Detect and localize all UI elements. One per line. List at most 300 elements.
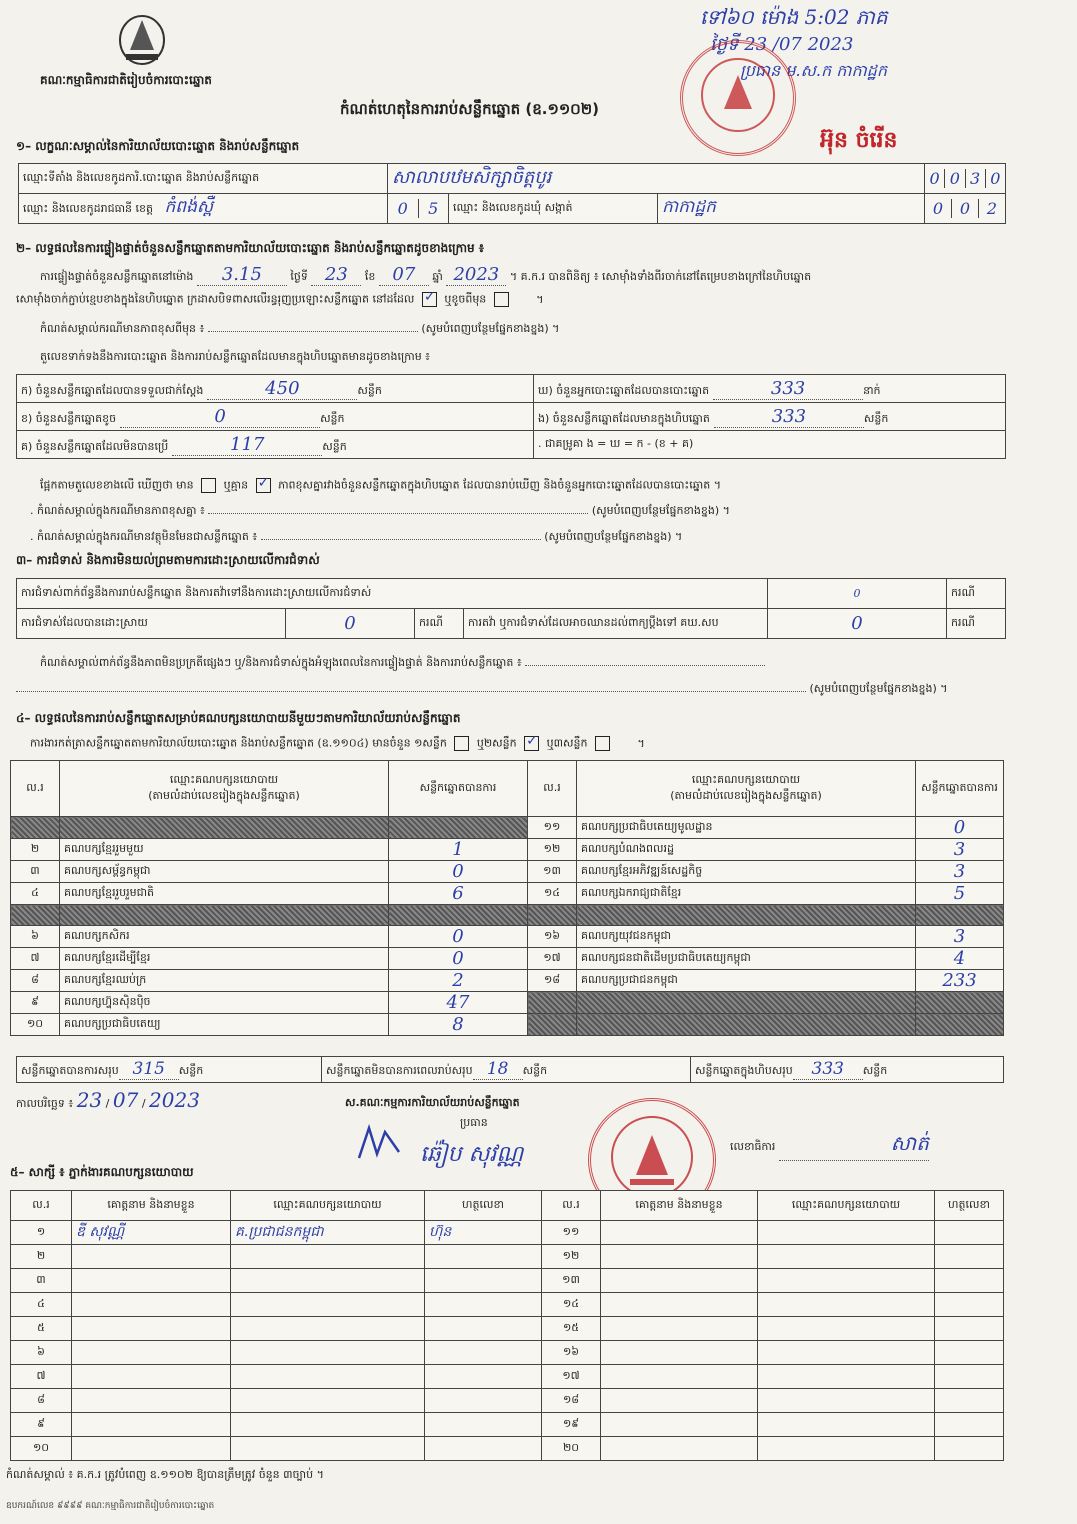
section5-heading: ៥– សាក្សី ៖ ភ្នាក់ងារគណបក្សនយោបាយ <box>10 1165 194 1179</box>
compare-text-b: ឬគ្មាន <box>223 478 249 492</box>
figure-unit: សន្លឹក <box>322 439 347 453</box>
result-name: គណបក្សសម្ព័ន្ធកម្ពុជា <box>60 861 389 883</box>
result-votes: 0 <box>389 926 528 948</box>
chair-signature-icon <box>355 1124 405 1167</box>
result-name <box>577 992 916 1014</box>
result-votes: 3 <box>916 926 1004 948</box>
witness-party[interactable] <box>231 1365 425 1389</box>
result-no: ១៧ <box>528 948 577 970</box>
result-no <box>11 905 60 926</box>
result-row <box>11 839 1004 861</box>
note-a-label: . កំណត់សម្គាល់ក្នុងករណីមានភាពខុសគ្នា ៖ <box>30 504 205 517</box>
witness-no: ១៥ <box>542 1317 601 1341</box>
result-votes: 8 <box>389 1014 528 1036</box>
province-code-digit: 5 <box>428 199 439 218</box>
witness-no: ៣ <box>11 1269 72 1293</box>
result-no: ១១ <box>528 817 577 839</box>
witness-no: ៩ <box>11 1413 72 1437</box>
compare-text-a: ផ្អែកតាមតួលេខខាងលើ ឃើញថា មាន <box>40 478 194 492</box>
result-no: ៨ <box>11 970 60 992</box>
verification-line-2-end: ។ <box>536 292 544 306</box>
date-label: កាលបរិច្ឆេទ ៖ <box>16 1097 74 1110</box>
result-name: គណបក្សខ្មែរអភិវឌ្ឍន៍សេដ្ឋកិច្ច <box>577 861 916 883</box>
witness-party[interactable] <box>231 1317 425 1341</box>
commune-value: កាកាដ្ឋក <box>658 194 925 224</box>
witness-no: ១៣ <box>542 1269 601 1293</box>
witness-no: ១៧ <box>542 1365 601 1389</box>
national-emblem-icon <box>112 10 172 68</box>
damaged-checkbox[interactable] <box>494 292 509 307</box>
witness-name[interactable] <box>601 1437 758 1461</box>
result-name: គណបក្សប្រជាធិបតេយ្យមូលដ្ឋាន <box>577 817 916 839</box>
objection-unit: ករណី <box>415 609 464 639</box>
results-table <box>10 760 1004 1036</box>
location-code-digit: 0 <box>925 169 945 188</box>
figure-unit: សន្លឹក <box>320 411 345 425</box>
witness-name[interactable] <box>601 1365 758 1389</box>
witness-col-name: គោត្តនាម និងនាមខ្លួន <box>72 1191 231 1221</box>
witness-name[interactable] <box>601 1389 758 1413</box>
witness-row <box>11 1317 1004 1341</box>
result-name: គណបក្សខ្មែររួមមួយ <box>60 839 389 861</box>
witness-party[interactable] <box>758 1245 935 1269</box>
difference-note-end: (សូមបំពេញបន្ថែមផ្នែកខាងខ្នង) ។ <box>421 322 560 335</box>
witness-sign[interactable] <box>425 1317 542 1341</box>
witness-party[interactable] <box>231 1413 425 1437</box>
witness-sign[interactable] <box>935 1413 1004 1437</box>
result-name <box>577 1014 916 1036</box>
total-valid-label: សន្លឹកឆ្នោតបានការសរុប <box>21 1064 119 1077</box>
witness-name[interactable] <box>601 1269 758 1293</box>
chair-label: ប្រធាន <box>460 1116 488 1129</box>
handwritten-note-2: ថ្ងៃទី 23 /07 2023 <box>710 34 854 55</box>
witness-name[interactable] <box>601 1341 758 1365</box>
figure-label: ខ) ចំនួនសន្លឹកឆ្នោតខូច <box>21 411 117 425</box>
witness-no: ២០ <box>542 1437 601 1461</box>
witness-row <box>11 1221 1004 1245</box>
section1-heading: ១– លក្ខណៈសម្គាល់នៃការិយាល័យបោះឆ្នោត និងរាប់សន្លឹកឆ្នោត <box>16 139 300 153</box>
witness-name[interactable] <box>72 1341 231 1365</box>
col-votes: សន្លឹកឆ្នោតបានការ <box>916 761 1004 817</box>
col-party-title: ឈ្មោះគណបក្សនយោបាយ <box>691 772 801 786</box>
witness-name[interactable] <box>72 1293 231 1317</box>
no-difference-checkbox[interactable] <box>256 478 271 493</box>
totals-table <box>16 1056 1004 1083</box>
section4-heading: ៤– លទ្ធផលនៃការរាប់សន្លឹកឆ្នោតសម្រាប់គណបក្សនយោបាយនីមួយៗតាមការិយាល័យរាប់សន្លឹកឆ្នោត <box>16 711 461 725</box>
witness-table <box>10 1190 1004 1461</box>
witness-row <box>11 1341 1004 1365</box>
objection-value-2: 0 <box>286 609 415 639</box>
result-votes <box>389 905 528 926</box>
result-name: គណបក្សកសិករ <box>60 926 389 948</box>
result-row <box>11 948 1004 970</box>
witness-party[interactable] <box>231 1341 425 1365</box>
remark-end: (សូមបំពេញបន្ថែមផ្នែកខាងខ្នង) ។ <box>809 682 948 695</box>
col-party-title: ឈ្មោះគណបក្សនយោបាយ <box>169 772 279 786</box>
witness-sign[interactable] <box>425 1437 542 1461</box>
location-code-digit: 0 <box>945 169 965 188</box>
commune-code-digit: 2 <box>986 199 998 218</box>
difference-note-label: កំណត់សម្គាល់ករណីមានភាពខុសពីមុន ៖ <box>40 322 205 335</box>
witness-no: ១១ <box>542 1221 601 1245</box>
province-value: កំពង់ស្ពឺ <box>164 197 214 217</box>
objection-label-1: ការជំទាស់ពាក់ព័ន្ធនឹងការរាប់សន្លឹកឆ្នោត និងការតវ៉ាទៅនឹងការដោះស្រាយលើការជំទាស់ <box>17 579 768 609</box>
witness-no: ៦ <box>11 1341 72 1365</box>
usage-line <box>30 736 645 753</box>
witness-party[interactable] <box>758 1221 935 1245</box>
result-row <box>11 905 1004 926</box>
handwritten-note-3: ប្រធាន ម.ស.ក កាកាដ្ឋក <box>740 61 887 80</box>
witness-sign[interactable] <box>935 1317 1004 1341</box>
official-name: អ៊ុន ចំរើន <box>820 128 898 153</box>
witness-col-name: គោត្តនាម និងនាមខ្លួន <box>601 1191 758 1221</box>
witness-sign[interactable] <box>425 1341 542 1365</box>
figure-value: 333 <box>714 406 864 428</box>
witness-no: ១ <box>11 1221 72 1245</box>
note-b-label: . កំណត់សម្គាល់ក្នុងករណីមានវត្ថុមិនមែនជាសន្លឹកឆ្នោត ៖ <box>30 530 258 543</box>
witness-sign[interactable] <box>935 1365 1004 1389</box>
witness-sign[interactable] <box>425 1389 542 1413</box>
witness-party[interactable] <box>758 1269 935 1293</box>
result-name: គណបក្សខ្មែរឈប់ក្រ <box>60 970 389 992</box>
date-month: 07 <box>112 1088 139 1112</box>
verification-line-2-text: សោម៉ាំងចាក់ភ្ជាប់ខ្មេបខាងក្នុងនៃហិបឆ្នោត ក្រដាសបិទពាសលើរន្ធរុញប្រឡោះសន្លឹកឆ្នោត នៅដដែល <box>16 292 415 306</box>
witness-no: ១៩ <box>542 1413 601 1437</box>
result-votes: 47 <box>389 992 528 1014</box>
section3-heading: ៣– ការជំទាស់ និងការមិនយល់ព្រមតាមការដោះស្រាយលើការជំទាស់ <box>16 553 320 567</box>
result-votes: 2 <box>389 970 528 992</box>
witness-name[interactable] <box>601 1221 758 1245</box>
witness-name[interactable] <box>72 1317 231 1341</box>
witness-party[interactable] <box>758 1293 935 1317</box>
witness-party[interactable] <box>758 1413 935 1437</box>
province-label <box>19 194 388 224</box>
witness-col-no: ល.រ <box>542 1191 601 1221</box>
figure-unit: សន្លឹក <box>357 383 382 397</box>
result-name <box>577 905 916 926</box>
result-votes: 6 <box>389 883 528 905</box>
witness-sign[interactable] <box>425 1413 542 1437</box>
province-code-digit: 0 <box>388 199 419 218</box>
total-box-value: 333 <box>793 1059 863 1080</box>
result-no: ៣ <box>11 861 60 883</box>
witness-sign[interactable] <box>935 1341 1004 1365</box>
result-name: គណបក្សបំណងពលរដ្ឋ <box>577 839 916 861</box>
official-seal-top <box>680 40 796 156</box>
verification-text-d: ឆ្នាំ <box>432 270 443 283</box>
figures-table <box>16 374 1006 459</box>
witness-sign[interactable]: ហ៊ុន <box>425 1221 542 1245</box>
witness-party[interactable] <box>231 1293 425 1317</box>
location-code-digit: 0 <box>990 169 1001 188</box>
usage-end: ។ <box>637 736 645 750</box>
witness-col-sign: ហត្ថលេខា <box>935 1191 1004 1221</box>
result-name <box>60 905 389 926</box>
witness-row <box>11 1413 1004 1437</box>
figure-unit: សន្លឹក <box>863 411 889 425</box>
result-votes: 3 <box>916 839 1004 861</box>
result-row <box>11 883 1004 905</box>
remark-label: កំណត់សម្គាល់ពាក់ព័ន្ធនឹងភាពមិនប្រក្រតីផ្សេងៗ ឬ/និងការជំទាស់ក្នុងអំឡុងពេលនៃការផ្ទៀងផ្ទាត់ និងការរាប់សន្លឹកឆ្នោត ៖ <box>40 656 522 669</box>
result-row <box>11 817 1004 839</box>
witness-sign[interactable] <box>935 1269 1004 1293</box>
secretary-label: លេខាធិការ <box>730 1140 776 1153</box>
result-name: គណបក្សហ្វ៊ុនស៊ិនប៉ិច <box>60 992 389 1014</box>
verification-line-1 <box>40 264 811 286</box>
handwritten-note-1: ទៅ៦០ ម៉ោង 5:02 ភាគ <box>700 5 888 29</box>
usage-text-c: ឬ៣សន្លឹក <box>546 736 588 750</box>
witness-name[interactable] <box>72 1245 231 1269</box>
figure-label: គ) ចំនួនសន្លឹកឆ្នោតដែលមិនបានប្រើ <box>21 439 169 453</box>
witness-sign[interactable] <box>935 1245 1004 1269</box>
verification-text-b: ថ្ងៃទី <box>290 270 308 283</box>
figure-label: ង) ចំនួនសន្លឹកឆ្នោតដែលមានក្នុងហិបឆ្នោត <box>538 411 710 425</box>
witness-no: ៨ <box>11 1389 72 1413</box>
total-valid-value: 315 <box>119 1059 179 1080</box>
witness-no: ១០ <box>11 1437 72 1461</box>
commune-label: ឈ្មោះ និងលេខកូដឃុំ សង្កាត់ <box>449 194 658 224</box>
result-row <box>11 861 1004 883</box>
witness-name[interactable] <box>72 1269 231 1293</box>
witness-row <box>11 1293 1004 1317</box>
usage-text-b: ឬ២សន្លឹក <box>476 736 517 750</box>
witness-col-no: ល.រ <box>11 1191 72 1221</box>
result-no: ១៤ <box>528 883 577 905</box>
witness-no: ៥ <box>11 1317 72 1341</box>
result-no: ១២ <box>528 839 577 861</box>
result-no: ៤ <box>11 883 60 905</box>
result-votes: 1 <box>389 839 528 861</box>
commune-code-digit: 0 <box>952 199 979 218</box>
witness-col-party: ឈ្មោះគណបក្សនយោបាយ <box>231 1191 425 1221</box>
witness-party[interactable] <box>758 1437 935 1461</box>
formula: . ជាគម្រូគា ង = ឃ = ក - (ខ + គ) <box>534 431 1006 459</box>
committee-name: គណៈកម្មាធិការជាតិរៀបចំការបោះឆ្នោត <box>40 73 212 87</box>
verification-year: 2023 <box>446 264 506 286</box>
col-party-sub: (តាមលំដាប់លេខរៀងក្នុងសន្លឹកឆ្នោត) <box>670 788 822 802</box>
compare-text-c: ភាពខុសគ្នារវាងចំនួនសន្លឹកឆ្នោតក្នុងហិបឆ្នោត ដែលបានរាប់ឃើញ និងចំនួនអ្នកបោះឆ្នោតដែលបានបោះឆ្នោត ។ <box>278 478 721 492</box>
witness-party[interactable] <box>231 1437 425 1461</box>
result-name: គណបក្សជនជាតិដើមប្រជាធិបតេយ្យកម្ពុជា <box>577 948 916 970</box>
witness-no: ៤ <box>11 1293 72 1317</box>
result-no <box>528 1014 577 1036</box>
result-name: គណបក្សខ្មែរដើម្បីខ្មែរ <box>60 948 389 970</box>
form-title: កំណត់ហេតុនៃការរាប់សន្លឹកឆ្នោត (ឧ.១១០២) <box>340 100 600 118</box>
result-name: គណបក្សខ្មែររួបរួមជាតិ <box>60 883 389 905</box>
witness-name[interactable] <box>72 1365 231 1389</box>
result-votes: 4 <box>916 948 1004 970</box>
result-votes: 5 <box>916 883 1004 905</box>
location-label: ឈ្មោះទីតាំង និងលេខកូដការិ.បោះឆ្នោត និងរាប់សន្លឹកឆ្នោត <box>19 164 388 194</box>
footer-note: កំណត់សម្គាល់ ៖ គ.ក.រ ត្រូវបំពេញ ឧ.១១០២ ឱ្យបានត្រឹមត្រូវ ចំនួន ៣ច្បាប់ ។ <box>6 1468 324 1481</box>
objection-unit: ករណី <box>947 579 1006 609</box>
objection-label-3: ការតវ៉ា ឬការជំទាស់ដែលអាចឈានដល់ពាក្យប្ដឹងទៅ គឃ.សប <box>464 609 768 639</box>
witness-party[interactable] <box>758 1341 935 1365</box>
two-sheet-checkbox[interactable] <box>524 736 539 751</box>
usage-text-a: ការងារកត់ត្រាសន្លឹកឆ្នោតតាមការិយាល័យបោះឆ្នោត និងរាប់សន្លឹកឆ្នោត (ឧ.១១០៤) មានចំនួន ១សន្លឹក <box>30 736 447 750</box>
note-b-field[interactable] <box>261 539 541 540</box>
province-label-text: ឈ្មោះ និងលេខកូដរាជធានី ខេត្ត <box>23 202 153 215</box>
remark-line <box>40 656 765 672</box>
result-no: ១៦ <box>528 926 577 948</box>
result-no: ១៨ <box>528 970 577 992</box>
total-unit: សន្លឹក <box>522 1064 548 1077</box>
figure-value: 0 <box>120 406 320 428</box>
witness-sign[interactable] <box>935 1389 1004 1413</box>
secretary-line <box>730 1130 929 1161</box>
three-sheet-checkbox[interactable] <box>595 736 610 751</box>
witness-sign[interactable] <box>425 1245 542 1269</box>
col-votes: សន្លឹកឆ្នោតបានការ <box>389 761 528 817</box>
witness-party[interactable] <box>231 1389 425 1413</box>
verification-text-a: ការផ្ទៀងផ្ទាត់ចំនួនសន្លឹកឆ្នោតនៅម៉ោង <box>40 270 194 283</box>
figure-label: ក) ចំនួនសន្លឹកឆ្នោតដែលបានទទួលជាក់ស្ដែង <box>21 383 204 397</box>
remark-line-2 <box>16 682 948 698</box>
objection-table <box>16 578 1006 639</box>
witness-party[interactable] <box>758 1365 935 1389</box>
difference-note-field[interactable] <box>208 331 418 332</box>
one-sheet-checkbox[interactable] <box>454 736 469 751</box>
result-no <box>528 905 577 926</box>
verification-time: 3.15 <box>197 264 287 286</box>
result-votes: 0 <box>389 861 528 883</box>
result-no <box>11 817 60 839</box>
witness-row <box>11 1365 1004 1389</box>
witness-party[interactable] <box>231 1245 425 1269</box>
figures-intro: តួលេខទាក់ទងនឹងការបោះឆ្នោត និងការរាប់សន្លឹកឆ្នោតដែលមានក្នុងហិបឆ្នោតមានដូចខាងក្រោម ៖ <box>40 350 431 363</box>
total-box-label: សន្លឹកឆ្នោតក្នុងហិបសរុប <box>695 1064 793 1077</box>
location-table <box>18 163 1006 224</box>
figure-value: 117 <box>172 434 322 456</box>
location-value: សាលាបឋមសិក្សាចិត្តបូរ <box>388 164 925 194</box>
total-invalid-label: សន្លឹកឆ្នោតមិនបានការពេលរាប់សរុប <box>326 1064 473 1077</box>
intact-checkbox[interactable] <box>422 292 437 307</box>
result-votes: 0 <box>916 817 1004 839</box>
objection-unit: ករណី <box>947 609 1006 639</box>
result-votes: 3 <box>916 861 1004 883</box>
total-unit: សន្លឹក <box>862 1064 888 1077</box>
col-no: ល.រ <box>528 761 577 817</box>
witness-party[interactable] <box>758 1317 935 1341</box>
result-row <box>11 926 1004 948</box>
result-votes <box>389 817 528 839</box>
verification-text-c: ខែ <box>364 270 376 283</box>
witness-col-sign: ហត្ថលេខា <box>425 1191 542 1221</box>
witness-name[interactable] <box>72 1437 231 1461</box>
result-row <box>11 970 1004 992</box>
witness-row <box>11 1437 1004 1461</box>
col-no: ល.រ <box>11 761 60 817</box>
commune-code-digit: 0 <box>925 199 952 218</box>
witness-sign[interactable] <box>425 1269 542 1293</box>
has-difference-checkbox[interactable] <box>201 478 216 493</box>
verification-text-e: ។ គ.ក.រ បានពិនិត្យ ៖ សោម៉ាំងទាំងពីរចាក់នៅតែម្រេបខាងក្រៅនៃហិបឆ្នោត <box>509 270 812 283</box>
witness-no: ១២ <box>542 1245 601 1269</box>
witness-row <box>11 1269 1004 1293</box>
result-no: ៧ <box>11 948 60 970</box>
footer-print-line: ឧបករណ៍លេខ ៩៩៩៩ គណៈកម្មាធិការជាតិរៀបចំការបោះឆ្នោត <box>6 1501 215 1511</box>
witness-name[interactable] <box>601 1413 758 1437</box>
figure-value: 450 <box>207 378 357 400</box>
date-year: 2023 <box>149 1088 200 1112</box>
witness-no: ៧ <box>11 1365 72 1389</box>
witness-sign[interactable] <box>935 1221 1004 1245</box>
witness-sign[interactable] <box>425 1365 542 1389</box>
witness-sign[interactable] <box>935 1437 1004 1461</box>
damaged-label: ឬខូចពីមុន <box>444 292 487 306</box>
witness-name[interactable]: ឌី សុវណ្ណី <box>72 1221 231 1245</box>
compare-line <box>40 478 721 495</box>
secretary-name: សាត់ <box>779 1130 929 1161</box>
witness-party[interactable] <box>231 1269 425 1293</box>
difference-note-line <box>40 322 559 338</box>
witness-party[interactable]: គ.ប្រជាជនកម្ពុជា <box>231 1221 425 1245</box>
remark-field-2[interactable] <box>16 691 806 692</box>
remark-field[interactable] <box>525 665 765 666</box>
witness-no: ១៦ <box>542 1341 601 1365</box>
witness-name[interactable] <box>72 1413 231 1437</box>
total-invalid-value: 18 <box>473 1059 523 1080</box>
witness-name[interactable] <box>72 1389 231 1413</box>
result-name: គណបក្សឯករាជ្យជាតិខ្មែរ <box>577 883 916 905</box>
location-code-digit: 3 <box>966 169 986 188</box>
verification-month: 07 <box>379 264 429 286</box>
figure-label: ឃ) ចំនួនអ្នកបោះឆ្នោតដែលបានបោះឆ្នោត <box>538 383 710 397</box>
result-votes: 0 <box>389 948 528 970</box>
col-party <box>577 761 916 817</box>
result-no: ៩ <box>11 992 60 1014</box>
verification-line-2 <box>16 292 544 309</box>
result-name: គណបក្សប្រជាធិបតេយ្យ <box>60 1014 389 1036</box>
witness-no: ២ <box>11 1245 72 1269</box>
result-no: ១០ <box>11 1014 60 1036</box>
note-a-line <box>30 504 730 520</box>
note-a-end: (សូមបំពេញបន្ថែមផ្នែកខាងខ្នង) ។ <box>591 504 730 517</box>
witness-sign[interactable] <box>425 1293 542 1317</box>
col-party-sub: (តាមលំដាប់លេខរៀងក្នុងសន្លឹកឆ្នោត) <box>148 788 300 802</box>
office-label: ស.គណៈកម្មការការិយាល័យរាប់សន្លឹកឆ្នោត <box>345 1096 520 1109</box>
result-no: ២ <box>11 839 60 861</box>
date-day: 23 <box>76 1088 103 1112</box>
note-b-end: (សូមបំពេញបន្ថែមផ្នែកខាងខ្នង) ។ <box>544 530 683 543</box>
note-b-line <box>30 530 682 546</box>
section2-heading: ២– លទ្ធផលនៃការផ្ទៀងផ្ទាត់ចំនួនសន្លឹកឆ្នោតតាមការិយាល័យបោះឆ្នោត និងរាប់សន្លឹកឆ្នោតដូចខាងក្រោម ៖ <box>16 241 485 255</box>
witness-name[interactable] <box>601 1293 758 1317</box>
objection-value-1: 0 <box>768 579 947 609</box>
result-no <box>528 992 577 1014</box>
result-name: គណបក្សប្រជាជនកម្ពុជា <box>577 970 916 992</box>
objection-label-2: ការជំទាស់ដែលបានដោះស្រាយ <box>17 609 286 639</box>
chair-name: ឆ៉ៀប សុវណ្ណ <box>420 1142 524 1167</box>
result-votes <box>916 992 1004 1014</box>
col-party <box>60 761 389 817</box>
witness-name[interactable] <box>601 1245 758 1269</box>
result-votes: 233 <box>916 970 1004 992</box>
witness-party[interactable] <box>758 1389 935 1413</box>
witness-sign[interactable] <box>935 1293 1004 1317</box>
total-unit: សន្លឹក <box>178 1064 204 1077</box>
witness-name[interactable] <box>601 1317 758 1341</box>
witness-row <box>11 1389 1004 1413</box>
witness-no: ១៨ <box>542 1389 601 1413</box>
date-line: កាលបរិច្ឆេទ ៖ 23 / 07 / 2023 <box>16 1088 200 1112</box>
note-a-field[interactable] <box>208 513 588 514</box>
result-row <box>11 1014 1004 1036</box>
result-votes <box>916 905 1004 926</box>
result-row <box>11 992 1004 1014</box>
witness-row <box>11 1245 1004 1269</box>
witness-no: ១៤ <box>542 1293 601 1317</box>
